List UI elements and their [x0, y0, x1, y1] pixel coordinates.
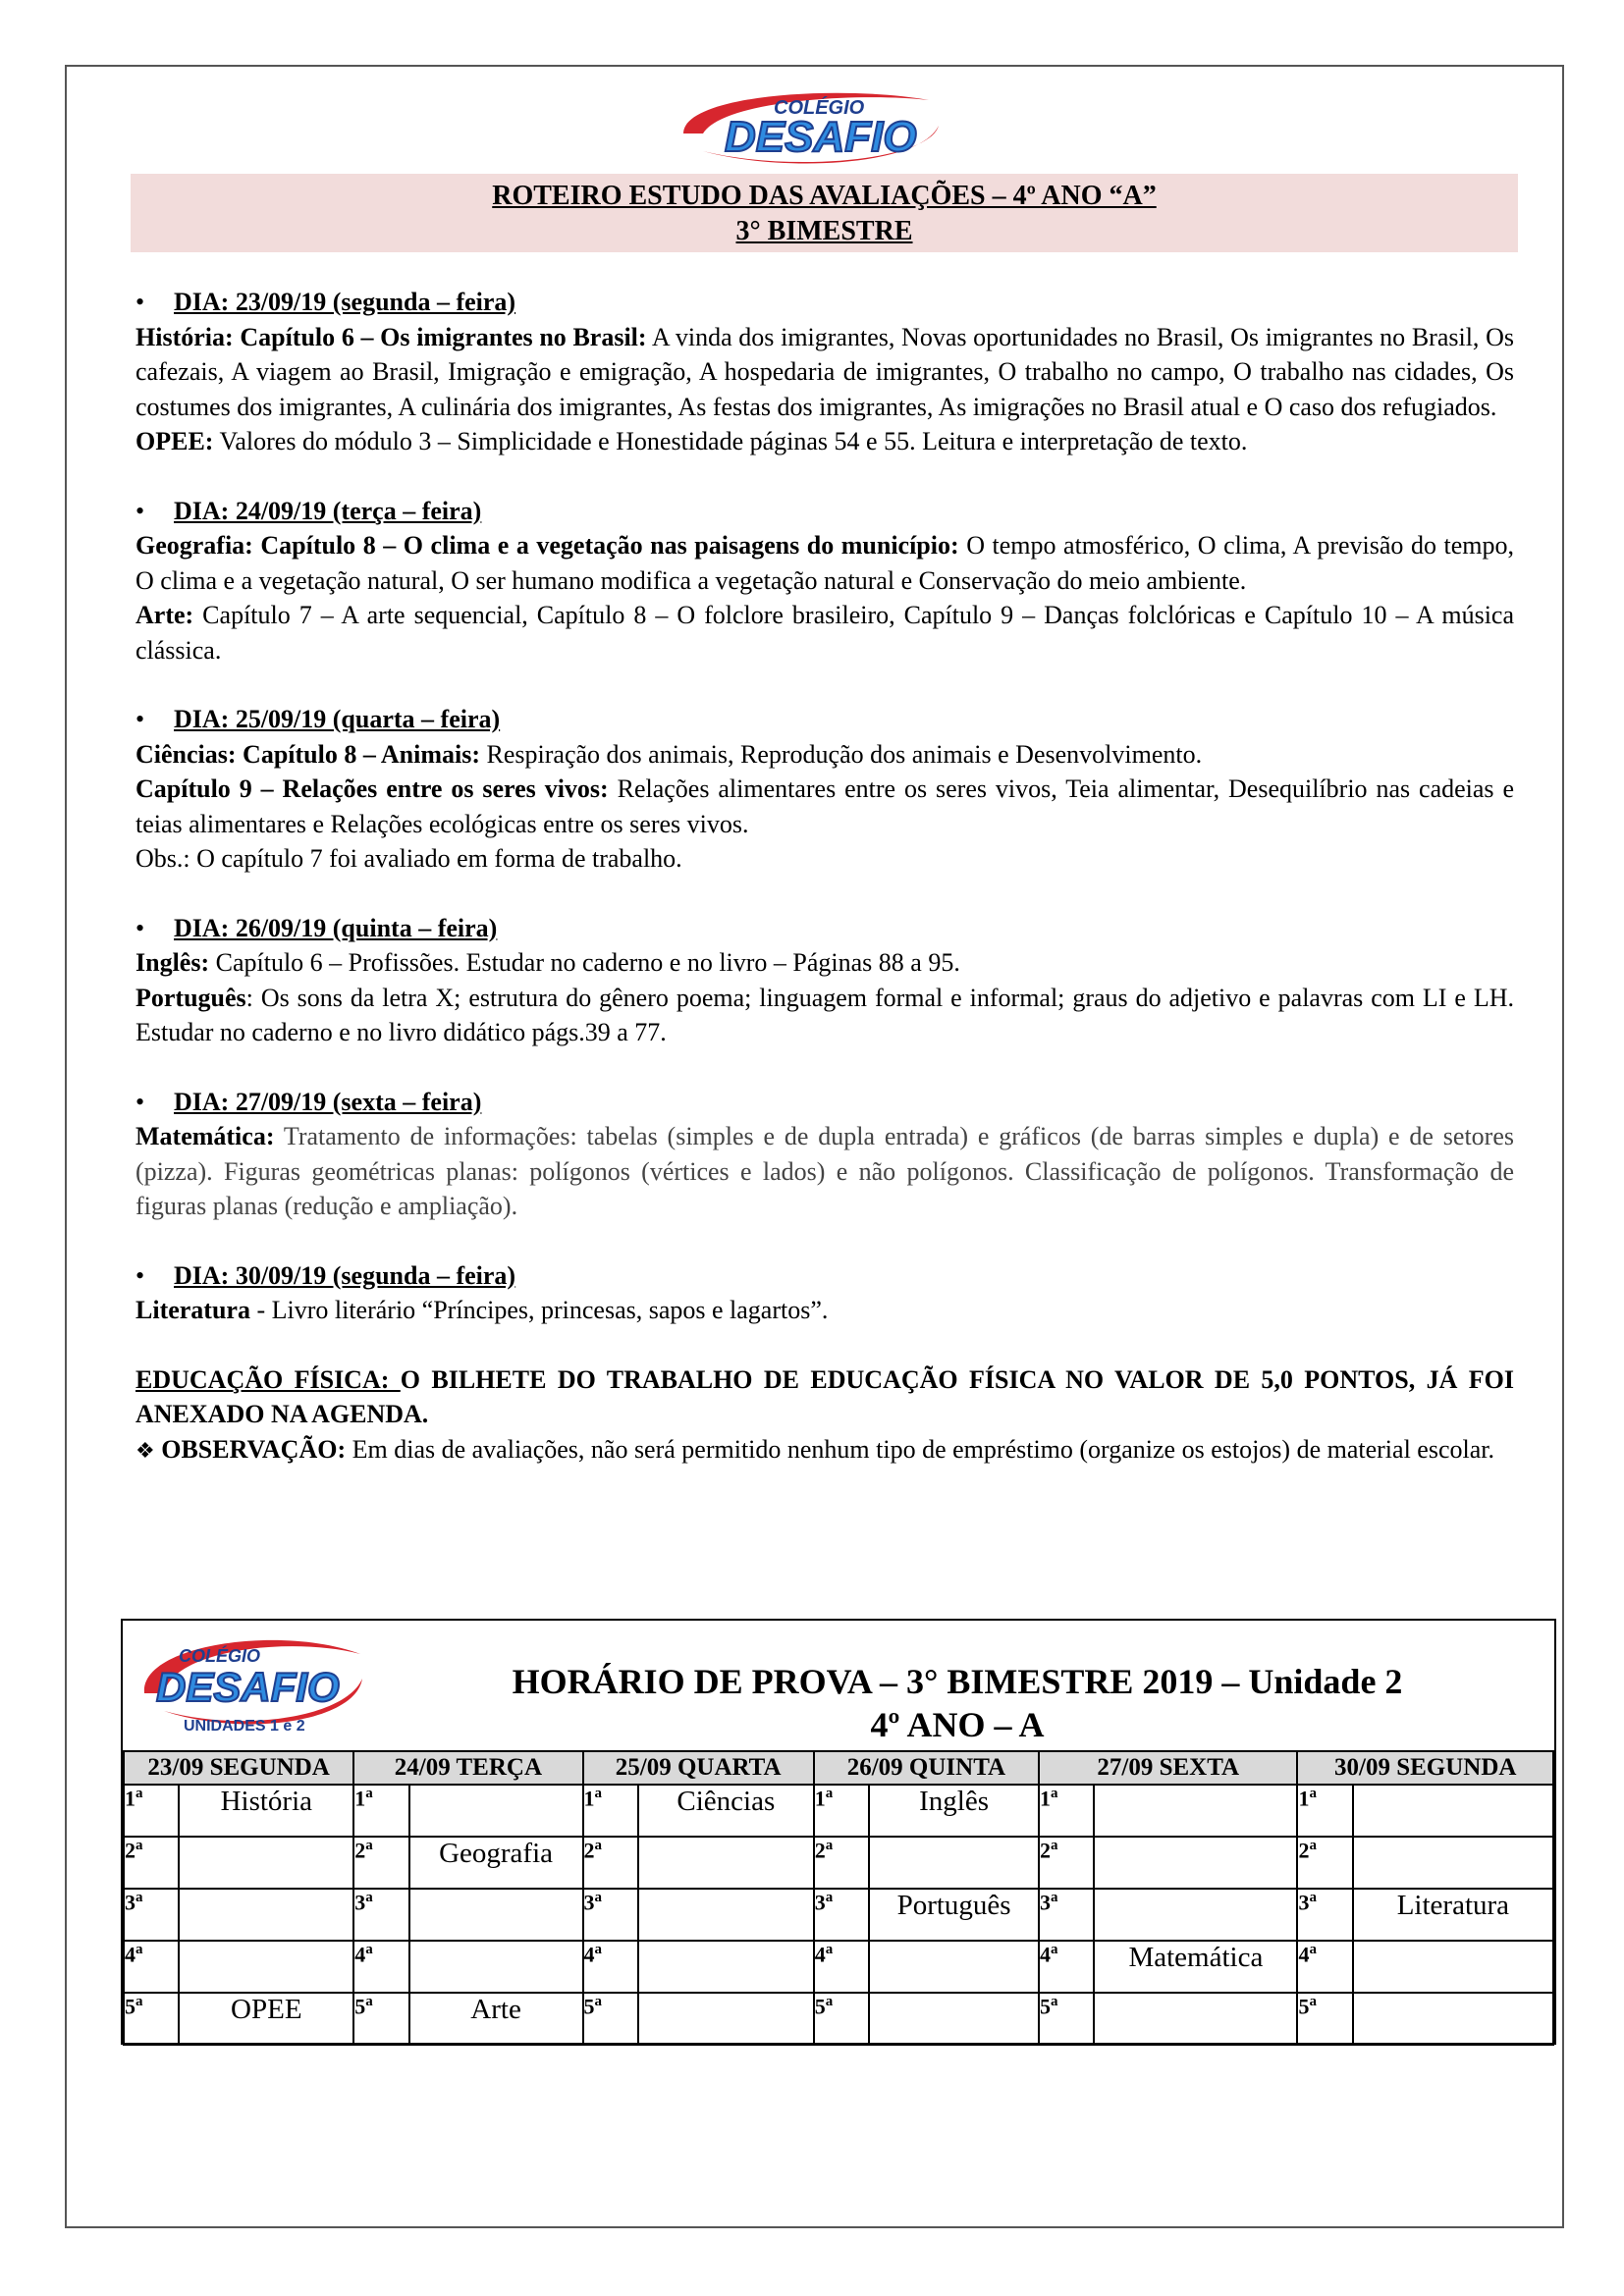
subject-cell: História — [179, 1785, 353, 1837]
subject-cell — [869, 1993, 1039, 2045]
period-number: 2$^a$ — [1039, 1837, 1094, 1889]
subject-cell — [1094, 1785, 1297, 1837]
subject-cell — [638, 1993, 814, 2045]
subject-cell — [409, 1889, 583, 1941]
period-number: 2$^a$ — [1297, 1837, 1352, 1889]
logo-text-desafio: DESAFIO — [156, 1664, 340, 1710]
exam-schedule — [121, 1619, 1556, 2045]
day-section — [135, 1085, 1514, 1224]
entry-geografia: Geografia: Capítulo 8 – O clima e a vegetação nas paisagens do município: O tempo atmosférico, O clima, A previsão do tempo, O clima e a vegetação natural, O ser humano modifica a vegetação natural e Conservação do meio ambiente. — [135, 531, 1514, 595]
period-number: 2$^a$ — [353, 1837, 408, 1889]
day-section — [135, 1258, 1514, 1328]
period-number: 5$^a$ — [1297, 1993, 1352, 2045]
subject-cell — [1353, 1941, 1553, 1993]
subject-cell: Matemática — [1094, 1941, 1297, 1993]
subject-cell: Ciências — [638, 1785, 814, 1837]
schedule-table — [123, 1750, 1554, 2046]
period-number: 5$^a$ — [353, 1993, 408, 2045]
day-heading: • DIA: 25/09/19 (quarta – feira) — [135, 702, 1514, 737]
period-number: 1$^a$ — [814, 1785, 869, 1837]
subject-cell: Português — [869, 1889, 1039, 1941]
entry-ciencias: Ciências: Capítulo 8 – Animais: Respiração dos animais, Reprodução dos animais e Desenvolvimento. — [135, 739, 1203, 769]
table-row — [124, 1941, 1553, 1993]
study-guide — [135, 285, 1514, 1468]
subject-cell — [638, 1941, 814, 1993]
day-section — [135, 702, 1514, 877]
subject-cell — [1353, 1993, 1553, 2045]
period-number: 2$^a$ — [124, 1837, 179, 1889]
entry-matematica: Matemática: Tratamento de informações: tabelas (simples e de dupla entrada) e gráficos (de barras simples e dupla) e de setores (pizza). Figuras geométricas planas: polígonos (vértices e lados) e não polígonos. Classificação de polígonos. Transformação de figuras planas (redução e ampliação). — [135, 1122, 1514, 1220]
period-number: 4$^a$ — [814, 1941, 869, 1993]
period-number: 5$^a$ — [1039, 1993, 1094, 2045]
period-number: 1$^a$ — [1039, 1785, 1094, 1837]
period-number: 3$^a$ — [124, 1889, 179, 1941]
schedule-title-line-2: 4º ANO – A — [870, 1705, 1045, 1744]
observacao-notice: ❖ OBSERVAÇÃO: Em dias de avaliações, não será permitido nenhum tipo de empréstimo (organize os estojos) de material escolar. — [135, 1434, 1494, 1464]
subject-cell: Literatura — [1353, 1889, 1553, 1941]
day-section — [135, 494, 1514, 668]
period-number: 4$^a$ — [124, 1941, 179, 1993]
subject-cell: Inglês — [869, 1785, 1039, 1837]
column-header: 23/09 SEGUNDA — [124, 1751, 353, 1785]
diamond-bullet-icon: ❖ — [135, 1437, 155, 1463]
day-heading: • DIA: 27/09/19 (sexta – feira) — [135, 1085, 1514, 1120]
subject-cell — [869, 1837, 1039, 1889]
period-number: 1$^a$ — [124, 1785, 179, 1837]
subject-cell — [1353, 1837, 1553, 1889]
period-number: 4$^a$ — [1039, 1941, 1094, 1993]
subject-cell — [638, 1837, 814, 1889]
period-number: 5$^a$ — [583, 1993, 638, 2045]
subject-cell: Arte — [409, 1993, 583, 2045]
subject-cell: Geografia — [409, 1837, 583, 1889]
schedule-header-row — [124, 1751, 1553, 1785]
subject-cell — [1094, 1889, 1297, 1941]
subject-cell — [179, 1837, 353, 1889]
period-number: 3$^a$ — [1039, 1889, 1094, 1941]
school-logo — [664, 82, 958, 173]
entry-ingles: Inglês: Capítulo 6 – Profissões. Estudar no caderno e no livro – Páginas 88 a 95. — [135, 948, 960, 977]
schedule-title-line-1: HORÁRIO DE PROVA – 3° BIMESTRE 2019 – Unidade 2 — [512, 1662, 1403, 1701]
column-header: 25/09 QUARTA — [583, 1751, 814, 1785]
table-row — [124, 1785, 1553, 1837]
subject-cell — [409, 1941, 583, 1993]
subject-cell — [638, 1889, 814, 1941]
column-header: 26/09 QUINTA — [814, 1751, 1039, 1785]
day-section — [135, 911, 1514, 1050]
period-number: 2$^a$ — [814, 1837, 869, 1889]
period-number: 1$^a$ — [353, 1785, 408, 1837]
period-number: 3$^a$ — [814, 1889, 869, 1941]
schedule-title — [378, 1660, 1537, 1746]
subject-cell — [869, 1941, 1039, 1993]
logo-text-unidades: UNIDADES 1 e 2 — [184, 1718, 305, 1735]
period-number: 5$^a$ — [124, 1993, 179, 2045]
period-number: 5$^a$ — [814, 1993, 869, 2045]
entry-capitulo-9: Capítulo 9 – Relações entre os seres vivos: Relações alimentares entre os seres vivos, Teia alimentar, Desequilíbrio nas cadeias e teias alimentares e Relações ecológicas entre os seres vivos. — [135, 774, 1514, 838]
table-row — [124, 1889, 1553, 1941]
period-number: 3$^a$ — [583, 1889, 638, 1941]
period-number: 2$^a$ — [583, 1837, 638, 1889]
title-line-1: ROTEIRO ESTUDO DAS AVALIAÇÕES – 4º ANO “A” — [492, 181, 1157, 211]
page-title — [131, 174, 1518, 252]
logo-text-colegio: COLÉGIO — [774, 97, 865, 119]
title-line-2: 3° BIMESTRE — [735, 216, 913, 246]
subject-cell — [1094, 1993, 1297, 2045]
period-number: 4$^a$ — [353, 1941, 408, 1993]
logo-text-colegio: COLÉGIO — [179, 1646, 261, 1666]
day-heading: • DIA: 26/09/19 (quinta – feira) — [135, 911, 1514, 946]
column-header: 27/09 SEXTA — [1039, 1751, 1297, 1785]
subject-cell: OPEE — [179, 1993, 353, 2045]
educacao-fisica-notice: EDUCAÇÃO FÍSICA: O BILHETE DO TRABALHO DE EDUCAÇÃO FÍSICA NO VALOR DE 5,0 PONTOS, JÁ FOI ANEXADO NA AGENDA. — [135, 1364, 1514, 1428]
logo-text-desafio: DESAFIO — [725, 113, 917, 161]
period-number: 4$^a$ — [583, 1941, 638, 1993]
day-heading: • DIA: 23/09/19 (segunda – feira) — [135, 285, 1514, 320]
day-heading: • DIA: 30/09/19 (segunda – feira) — [135, 1258, 1514, 1294]
period-number: 3$^a$ — [1297, 1889, 1352, 1941]
period-number: 3$^a$ — [353, 1889, 408, 1941]
entry-opee: OPEE: Valores do módulo 3 – Simplicidade e Honestidade páginas 54 e 55. Leitura e interpretação de texto. — [135, 427, 1248, 455]
period-number: 4$^a$ — [1297, 1941, 1352, 1993]
subject-cell — [409, 1785, 583, 1837]
table-row — [124, 1993, 1553, 2045]
subject-cell — [1094, 1837, 1297, 1889]
entry-portugues: Português: Os sons da letra X; estrutura do gênero poema; linguagem formal e informal; graus do adjetivo e palavras com LI e LH. Estudar no caderno e no livro didático págs.39 a 77. — [135, 983, 1514, 1046]
table-row — [124, 1837, 1553, 1889]
column-header: 24/09 TERÇA — [353, 1751, 582, 1785]
day-heading: • DIA: 24/09/19 (terça – feira) — [135, 494, 1514, 529]
subject-cell — [1353, 1785, 1553, 1837]
entry-arte: Arte: Capítulo 7 – A arte sequencial, Capítulo 8 – O folclore brasileiro, Capítulo 9 – Danças folclóricas e Capítulo 10 – A música clássica. — [135, 601, 1514, 665]
entry-obs-capitulo-7: Obs.: O capítulo 7 foi avaliado em forma de trabalho. — [135, 844, 682, 873]
entry-historia: História: Capítulo 6 – Os imigrantes no Brasil: A vinda dos imigrantes, Novas oportunidades no Brasil, Os imigrantes no Brasil, Os cafezais, A viagem ao Brasil, Imigração e emigração, A hospedaria de imigrantes, O trabalho no campo, O trabalho nas cidades, Os costumes dos imigrantes, A culinária dos imigrantes, As festas dos imigrantes, As imigrações no Brasil atual e O caso dos refugiados. — [135, 322, 1515, 421]
day-section — [135, 285, 1514, 459]
subject-cell — [179, 1889, 353, 1941]
column-header: 30/09 SEGUNDA — [1297, 1751, 1553, 1785]
subject-cell — [179, 1941, 353, 1993]
period-number: 1$^a$ — [1297, 1785, 1352, 1837]
period-number: 1$^a$ — [583, 1785, 638, 1837]
entry-literatura: Literatura - Livro literário “Príncipes, princesas, sapos e lagartos”. — [135, 1296, 829, 1324]
school-logo-units — [135, 1625, 370, 1742]
